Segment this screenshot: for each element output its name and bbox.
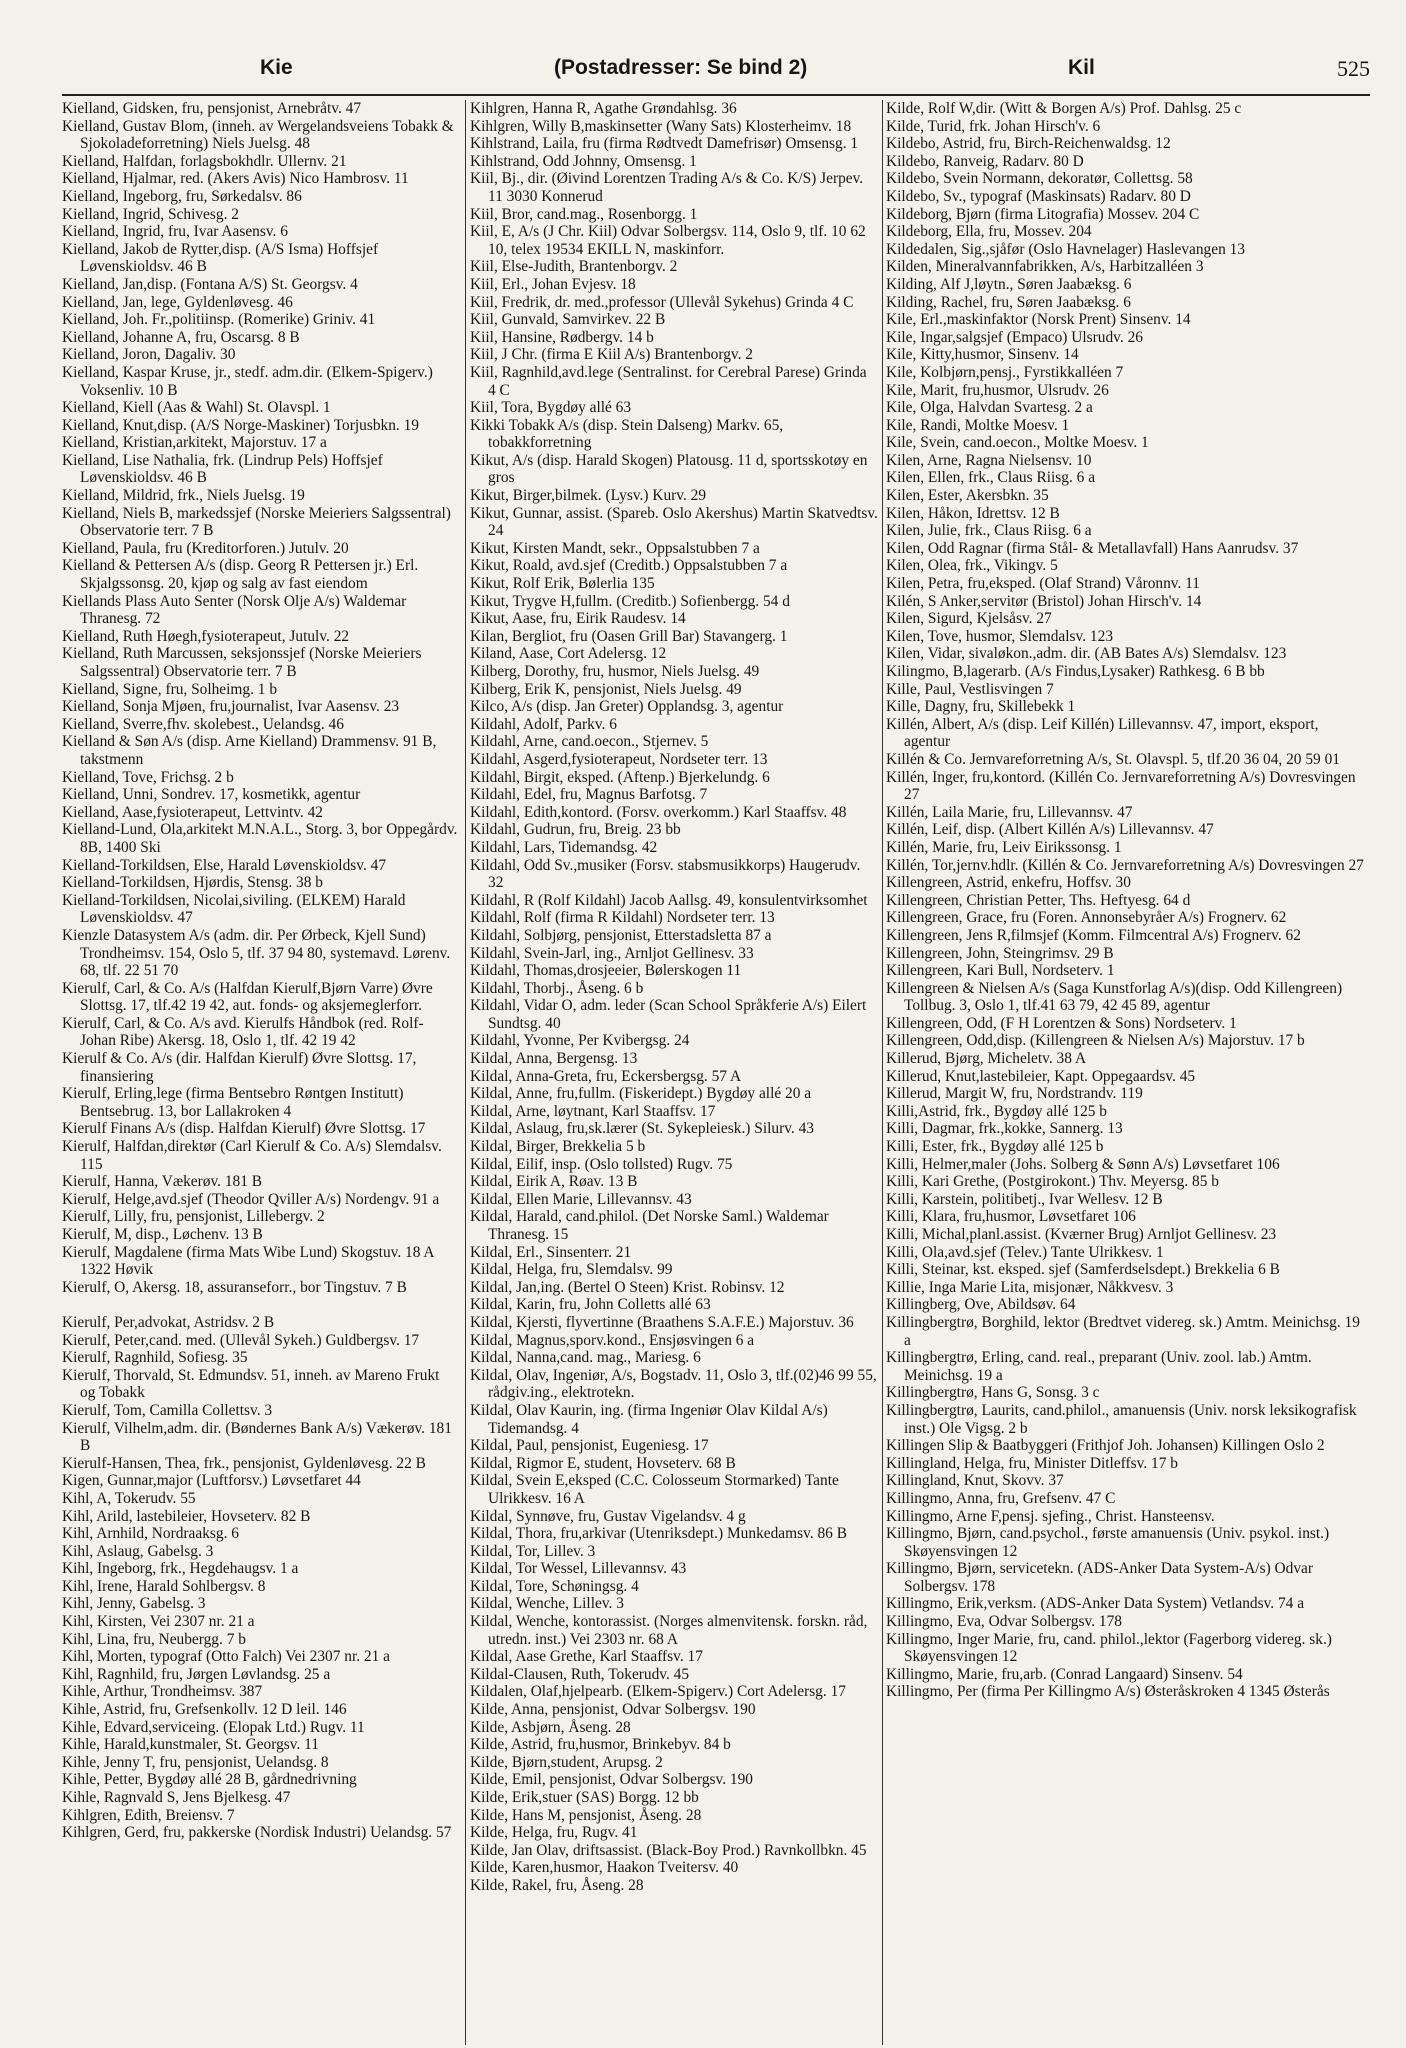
directory-entry: Killi, Steinar, kst. eksped. sjef (Samferdselsdept.) Brekkelia 6 B	[886, 1261, 1280, 1279]
directory-entry: Kielland, Jakob de Rytter,disp. (A/S Isma) Hoffsjef Løvenskioldsv. 46 B	[62, 240, 379, 276]
directory-entry: Kielland, Ingrid, Schivesg. 2	[62, 205, 239, 223]
directory-entry: Kielland, Hjalmar, red. (Akers Avis) Nico Hambrosv. 11	[62, 170, 409, 188]
directory-entry: Killerud, Bjørg, Micheletv. 38 A	[886, 1050, 1087, 1068]
directory-entry: Kildebo, Ranveig, Radarv. 80 D	[886, 152, 1084, 170]
directory-entry: Kildebo, Astrid, fru, Birch-Reichenwaldsg. 12	[886, 135, 1171, 153]
directory-entry: Kiland, Aase, Cort Adelersg. 12	[470, 645, 667, 663]
directory-entry: Kilen, Olea, frk., Vikingv. 5	[886, 557, 1058, 575]
directory-entry: Kielland, Jan, lege, Gyldenløvesg. 46	[62, 293, 293, 311]
directory-entry: Kilde, Rakel, fru, Åseng. 28	[470, 1876, 644, 1894]
directory-entry: Kierulf, Erling,lege (firma Bentsebro Røntgen Institutt) Bentsebrug. 13, bor Lallakroken 4	[62, 1085, 404, 1120]
directory-entry: Killerud, Knut,lastebileier, Kapt. Oppegaardsv. 45	[886, 1067, 1196, 1085]
directory-entry: Kihle, Arthur, Trondheimsv. 387	[62, 1683, 263, 1701]
directory-entry: Kiil, Bj., dir. (Øivind Lorentzen Trading A/s & Co. K/S) Jerpev. 11 3030 Konnerud	[470, 170, 864, 205]
directory-entry: Kielland-Torkildsen, Hjørdis, Stensg. 38 b	[62, 874, 323, 892]
directory-entry: Kile, Marit, fru,husmor, Ulsrudv. 26	[886, 381, 1109, 399]
directory-entry: Kile, Svein, cand.oecon., Moltke Moesv. 1	[886, 434, 1149, 452]
directory-entry: Killi, Dagmar, frk.,kokke, Sannerg. 13	[886, 1120, 1123, 1138]
directory-entry: Kielland, Joron, Dagaliv. 30	[62, 346, 236, 364]
directory-entry: Killengreen & Nielsen A/s (Saga Kunstforlag A/s)(disp. Odd Killengreen) Tollbug. 3, Oslo 1, tlf.41 63 79, 42 45 89, agentur	[886, 979, 1343, 1015]
directory-entry: Kildahl, Svein-Jarl, ing., Arnljot Gellinesv. 33	[470, 944, 754, 962]
directory-entry: Kiellands Plass Auto Senter (Norsk Olje A/s) Waldemar Thranesg. 72	[62, 592, 407, 628]
directory-entry: Kilen, Arne, Ragna Nielsensv. 10	[886, 451, 1092, 469]
directory-entry: Kierulf-Hansen, Thea, frk., pensjonist, Gyldenløvesg. 22 B	[62, 1454, 426, 1472]
directory-entry: Kihlgren, Edith, Breiensv. 7	[62, 1806, 235, 1824]
directory-entry: Kildal, Eilif, insp. (Oslo tollsted) Rugv. 75	[470, 1155, 733, 1173]
directory-entry: Killengreen, John, Steingrimsv. 29 B	[886, 944, 1114, 962]
directory-entry: Kildal, Wenche, Lillev. 3	[470, 1595, 624, 1613]
column-3	[886, 100, 1366, 2040]
directory-entry: Kildal, Birger, Brekkelia 5 b	[470, 1138, 646, 1156]
directory-entry: Kildal, Eirik A, Røav. 13 B	[470, 1173, 638, 1191]
directory-entry: Kielland, Kiell (Aas & Wahl) St. Olavspl. 1	[62, 399, 331, 417]
directory-entry: Kilberg, Dorothy, fru, husmor, Niels Juelsg. 49	[470, 663, 760, 680]
directory-entry: Kikut, Roald, avd.sjef (Creditb.) Oppsalstubben 7 a	[470, 557, 788, 575]
directory-entry: Kildal, Wenche, kontorassist. (Norges almenvitensk. forskn. råd, utredn. inst.) Vei 2303 nr. 68 A	[470, 1613, 868, 1648]
directory-entry: Kiil, Gunvald, Samvirkev. 22 B	[470, 311, 666, 329]
directory-entry: Kile, Kolbjørn,pensj., Fyrstikkalléen 7	[886, 363, 1124, 381]
directory-entry: Kikut, Gunnar, assist. (Spareb. Oslo Akershus) Martin Skatvedtsv. 24	[470, 504, 878, 540]
directory-entry: Kildal, Kjersti, flyvertinne (Braathens S.A.F.E.) Majorstuv. 36	[470, 1313, 854, 1331]
directory-entry: Kildahl, R (Rolf Kildahl) Jacob Aallsg. 49, konsulentvirksomhet	[470, 891, 868, 909]
directory-entry: Kielland, Halfdan, forlagsbokhdlr. Ullernv. 21	[62, 152, 347, 170]
directory-entry: Kierulf, Vilhelm,adm. dir. (Bøndernes Bank A/s) Vækerøv. 181 B	[62, 1419, 452, 1455]
directory-entry: Kildal, Tor Wessel, Lillevannsv. 43	[470, 1560, 687, 1578]
directory-entry: Kierulf, Hanna, Vækerøv. 181 B	[62, 1173, 263, 1191]
directory-entry: Kile, Erl.,maskinfaktor (Norsk Prent) Sinsenv. 14	[886, 311, 1191, 329]
directory-entry: Kille, Dagny, fru, Skillebekk 1	[886, 698, 1076, 716]
directory-entry: Killingmo, Anna, fru, Grefsenv. 47 C	[886, 1489, 1116, 1507]
directory-entry: Kierulf, M, disp., Løchenv. 13 B	[62, 1226, 263, 1243]
directory-entry: Kildal, Magnus,sporv.kond., Ensjøsvingen 6 a	[470, 1331, 755, 1349]
directory-entry: Kihlgren, Gerd, fru, pakkerske (Nordisk Industri) Uelandsg. 57	[62, 1824, 452, 1842]
directory-entry: Killingmo, Arne F,pensj. sjefing., Christ. Hansteensv.	[886, 1507, 1215, 1525]
directory-entry: Kielland, Lise Nathalia, frk. (Lindrup Pels) Hoffsjef Løvenskioldsv. 46 B	[62, 451, 383, 487]
directory-entry: Kierulf, Lilly, fru, pensjonist, Lillebergv. 2	[62, 1208, 325, 1226]
directory-entry: Kihle, Jenny T, fru, pensjonist, Uelandsg. 8	[62, 1753, 329, 1771]
directory-entry: Kihle, Astrid, fru, Grefsenkollv. 12 D leil. 146	[62, 1701, 347, 1719]
directory-entry: Kikut, Trygve H,fullm. (Creditb.) Sofienbergg. 54 d	[470, 592, 790, 610]
directory-entry: Kildal, Karin, fru, John Colletts allé 63	[470, 1296, 711, 1314]
directory-entry: Kilen, Petra, fru,eksped. (Olaf Strand) Våronnv. 11	[886, 575, 1200, 593]
directory-entry: Kielland, Kristian,arkitekt, Majorstuv. 17 a	[62, 434, 327, 452]
directory-entry: Kielland, Kaspar Kruse, jr., stedf. adm.dir. (Elkem-Spigerv.) Voksenliv. 10 B	[62, 363, 433, 399]
directory-entry: Kildal, Paul, pensjonist, Eugeniesg. 17	[470, 1437, 709, 1455]
directory-entry: Kielland, Paula, fru (Kreditorforen.) Jutulv. 20	[62, 539, 349, 557]
directory-entry: Kikut, A/s (disp. Harald Skogen) Platousg. 11 d, sportsskotøy en gros	[470, 451, 868, 487]
column-2	[470, 100, 878, 2040]
directory-entry: Kielland & Søn A/s (disp. Arne Kielland) Drammensv. 91 B, takstmenn	[62, 733, 437, 768]
directory-entry: Killingmo, Erik,verksm. (ADS-Anker Data System) Vetlandsv. 74 a	[886, 1595, 1305, 1613]
directory-entry: Kielland, Mildrid, frk., Niels Juelsg. 19	[62, 487, 305, 505]
directory-entry: Kikut, Aase, fru, Eirik Raudesv. 14	[470, 610, 686, 628]
directory-entry: Killi, Helmer,maler (Johs. Solberg & Sønn A/s) Løvsetfaret 106	[886, 1155, 1280, 1173]
directory-entry: Kilberg, Erik K, pensjonist, Niels Juelsg. 49	[470, 680, 742, 698]
page-number: 525	[1337, 56, 1370, 81]
directory-entry: Killingbergtrø, Borghild, lektor (Bredtvet videreg. sk.) Amtm. Meinichsg. 19 a	[886, 1313, 1360, 1349]
directory-entry: Killén & Co. Jernvareforretning A/s, St. Olavspl. 5, tlf.20 36 04, 20 59 01	[886, 750, 1340, 768]
directory-entry: Kile, Olga, Halvdan Svartesg. 2 a	[886, 399, 1093, 417]
directory-entry: Kihle, Harald,kunstmaler, St. Georgsv. 11	[62, 1736, 319, 1754]
right-guide-word: Kil	[1068, 56, 1095, 79]
directory-entry: Kildal, Aase Grethe, Karl Staaffsv. 17	[470, 1648, 703, 1666]
directory-entry: Killi, Klara, fru,husmor, Løvsetfaret 106	[886, 1208, 1136, 1226]
directory-entry: Kielland-Torkildsen, Nicolai,siviling. (ELKEM) Harald Løvenskioldsv. 47	[62, 891, 406, 927]
directory-entry: Kildal, Tor, Lillev. 3	[470, 1542, 596, 1560]
directory-entry: Kilding, Rachel, fru, Søren Jaabæksg. 6	[886, 293, 1131, 311]
directory-entry: Kigen, Gunnar,major (Luftforsv.) Løvsetfaret 44	[62, 1472, 361, 1490]
directory-entry: Killén, Marie, fru, Leiv Eirikssonsg. 1	[886, 838, 1122, 856]
directory-entry: Killingberg, Ove, Abildsøv. 64	[886, 1296, 1076, 1314]
directory-entry: Kildal, Tore, Schøningsg. 4	[470, 1577, 639, 1595]
directory-entry: Kiil, Tora, Bygdøy allé 63	[470, 399, 632, 417]
column-divider	[465, 100, 466, 2045]
directory-entry: Kielland, Jan,disp. (Fontana A/S) St. Georgsv. 4	[62, 275, 358, 293]
directory-entry: Kildal, Synnøve, fru, Gustav Vigelandsv. 4 g	[470, 1507, 746, 1525]
directory-entry: Kihl, Morten, typograf (Otto Falch) Vei 2307 nr. 21 a	[62, 1648, 390, 1666]
directory-entry: Kildahl, Asgerd,fysioterapeut, Nordseter terr. 13	[470, 750, 768, 768]
column-divider	[882, 100, 883, 2045]
directory-entry: Kildeborg, Bjørn (firma Litografia) Mossev. 204 C	[886, 205, 1200, 223]
directory-entry: Kildahl, Edel, fru, Magnus Barfotsg. 7	[470, 786, 708, 804]
directory-entry: Kierulf Finans A/s (disp. Halfdan Kierulf) Øvre Slottsg. 17	[62, 1120, 426, 1138]
directory-entry: Killén, Inger, fru,kontord. (Killén Co. Jernvareforretning A/s) Dovresvingen 27	[886, 768, 1356, 804]
directory-entry: Kielland, Signe, fru, Solheimg. 1 b	[62, 680, 278, 698]
directory-entry: Kihlstrand, Laila, fru (firma Rødtvedt Damefrisør) Omsensg. 1	[470, 135, 859, 153]
directory-entry: Kilen, Odd Ragnar (firma Stål- & Metallavfall) Hans Aanrudsv. 37	[886, 539, 1299, 557]
directory-entry: Kiil, Bror, cand.mag., Rosenborgg. 1	[470, 205, 698, 223]
directory-entry: Kierulf & Co. A/s (dir. Halfdan Kierulf) Øvre Slottsg. 17, finansiering	[62, 1050, 417, 1085]
directory-entry: Kildal, Arne, løytnant, Karl Staaffsv. 17	[470, 1102, 716, 1120]
directory-entry: Kile, Ingar,salgsjef (Empaco) Ulsrudv. 26	[886, 328, 1143, 346]
directory-entry: Kierulf, Tom, Camilla Collettsv. 3	[62, 1401, 273, 1419]
directory-entry: Kildalen, Olaf,hjelpearb. (Elkem-Spigerv.) Cort Adelersg. 17	[470, 1683, 846, 1701]
directory-entry: Kildahl, Birgit, eksped. (Aftenp.) Bjerkelundg. 6	[470, 768, 770, 786]
directory-entry: Kihl, Jenny, Gabelsg. 3	[62, 1595, 206, 1613]
directory-entry: Kihl, Ragnhild, fru, Jørgen Løvlandsg. 25 a	[62, 1665, 331, 1683]
directory-entry: Kielland, Unni, Sondrev. 17, kosmetikk, agentur	[62, 786, 361, 804]
column-1	[62, 100, 458, 2040]
directory-entry: Kildedalen, Sig.,sjåfør (Oslo Havnelager) Haslevangen 13	[886, 240, 1246, 258]
directory-entry: Killén, Albert, A/s (disp. Leif Killén) Lillevannsv. 47, import, eksport, agentur	[886, 715, 1319, 751]
directory-entry: Kielland, Johanne A, fru, Oscarsg. 8 B	[62, 328, 300, 346]
directory-entry: Killingbergtrø, Hans G, Sonsg. 3 c	[886, 1384, 1100, 1402]
directory-entry: Killingmo, Per (firma Per Killingmo A/s) Østeråskroken 4 1345 Østerås	[886, 1683, 1330, 1701]
directory-entry: Kildahl, Solbjørg, pensjonist, Etterstadsletta 87 a	[470, 926, 772, 944]
directory-entry: Kilde, Jan Olav, driftsassist. (Black-Boy Prod.) Ravnkollbkn. 45	[470, 1841, 867, 1859]
directory-entry: Kilde, Karen,husmor, Haakon Tveitersv. 40	[470, 1859, 739, 1877]
directory-entry: Killén, Leif, disp. (Albert Killén A/s) Lillevannsv. 47	[886, 821, 1214, 839]
directory-entry: Kilde, Erik,stuer (SAS) Borgg. 12 bb	[470, 1789, 699, 1806]
directory-entry: Kilde, Astrid, fru,husmor, Brinkebyv. 84 b	[470, 1736, 731, 1754]
directory-entry: Killingland, Helga, fru, Minister Ditleffsv. 17 b	[886, 1454, 1178, 1472]
directory-entry: Killengreen, Grace, fru (Foren. Annonsebyråer A/s) Frognerv. 62	[886, 909, 1287, 927]
directory-entry: Kildahl, Rolf (firma R Kildahl) Nordseter terr. 13	[470, 909, 775, 927]
directory-entry: Killingbergtrø, Laurits, cand.philol., amanuensis (Univ. norsk leksikografisk inst.) Ole Vigsg. 2 b	[886, 1401, 1357, 1437]
directory-entry: Kierulf, Carl, & Co. A/s avd. Kierulfs Håndbok (red. Rolf-Johan Ribe) Akersg. 18, Oslo 1, tlf. 42 19 42	[62, 1014, 424, 1050]
directory-entry: Kilen, Håkon, Idrettsv. 12 B	[886, 504, 1060, 522]
directory-entry: Killingmo, Eva, Odvar Solbergsv. 178	[886, 1613, 1122, 1631]
directory-entry: Kildal, Thora, fru,arkivar (Utenriksdept.) Munkedamsv. 86 B	[470, 1525, 847, 1543]
directory-entry: Kildal, Olav, Ingeniør, A/s, Bogstadv. 11, Oslo 3, tlf.(02)46 99 55, rådgiv.ing., elektrotekn.	[470, 1366, 877, 1402]
header-note: (Postadresser: Se bind 2)	[554, 56, 808, 79]
page-header	[62, 56, 1370, 90]
directory-entry: Kile, Randi, Moltke Moesv. 1	[886, 416, 1070, 434]
directory-entry: Killengreen, Jens R,filmsjef (Komm. Filmcentral A/s) Frognerv. 62	[886, 926, 1301, 944]
directory-entry: Killingbergtrø, Erling, cand. real., preparant (Univ. zool. lab.) Amtm. Meinichsg. 19 a	[886, 1349, 1312, 1384]
directory-entry: Kilingmo, B,lagerarb. (A/s Findus,Lysaker) Rathkesg. 6 B bb	[886, 663, 1265, 680]
directory-entry: Kildahl, Adolf, Parkv. 6	[470, 715, 617, 733]
directory-entry: Kildahl, Odd Sv.,musiker (Forsv. stabsmusikkorps) Haugerudv. 32	[470, 856, 861, 892]
directory-entry: Kiil, Hansine, Rødbergv. 14 b	[470, 328, 654, 346]
directory-entry: Kihlgren, Willy B,maskinsetter (Wany Sats) Klosterheimv. 18	[470, 117, 852, 135]
directory-entry: Kihl, Lina, fru, Neubergg. 7 b	[62, 1630, 246, 1648]
directory-entry: Kildal, Anne, fru,fullm. (Fiskeridept.) Bygdøy allé 20 a	[470, 1085, 812, 1103]
directory-entry: Kildebo, Sv., typograf (Maskinsats) Radarv. 80 D	[886, 187, 1191, 205]
directory-entry: Kilde, Anna, pensjonist, Odvar Solbergsv. 190	[470, 1701, 756, 1719]
directory-entry: Kihl, Ingeborg, frk., Hegdehaugsv. 1 a	[62, 1560, 299, 1578]
directory-entry: Killengreen, Odd,disp. (Killengreen & Nielsen A/s) Majorstuv. 17 b	[886, 1032, 1305, 1050]
directory-entry: Kielland, Gidsken, fru, pensjonist, Arnebråtv. 47	[62, 100, 362, 117]
directory-entry: Killingen Slip & Baatbyggeri (Frithjof Joh. Johansen) Killingen Oslo 2	[886, 1437, 1325, 1455]
directory-entry: Kildal-Clausen, Ruth, Tokerudv. 45	[470, 1665, 690, 1683]
directory-entry: Kildal, Anna-Greta, fru, Eckersbergsg. 57 A	[470, 1067, 742, 1085]
directory-entry: Killi, Karstein, politibetj., Ivar Wellesv. 12 B	[886, 1190, 1163, 1208]
directory-entry: Kiil, Erl., Johan Evjesv. 18	[470, 275, 636, 293]
directory-entry: Kildahl, Gudrun, fru, Breig. 23 bb	[470, 821, 681, 839]
directory-entry: Kiil, Ragnhild,avd.lege (Sentralinst. for Cerebral Parese) Grinda 4 C	[470, 363, 867, 399]
directory-entry: Kihl, Aslaug, Gabelsg. 3	[62, 1542, 214, 1560]
directory-entry: Kile, Kitty,husmor, Sinsenv. 14	[886, 346, 1079, 364]
directory-entry: Killengreen, Astrid, enkefru, Hoffsv. 30	[886, 874, 1131, 892]
directory-entry: Kihle, Petter, Bygdøy allé 28 B, gårdnedrivning	[62, 1771, 357, 1789]
directory-entry: Kiil, Else-Judith, Brantenborgv. 2	[470, 258, 678, 276]
directory-entry: Kierulf, Helge,avd.sjef (Theodor Qviller A/s) Nordengv. 91 a	[62, 1190, 440, 1208]
directory-entry: Kihl, A, Tokerudv. 55	[62, 1489, 196, 1507]
directory-entry: Killén, Laila Marie, fru, Lillevannsv. 47	[886, 803, 1133, 821]
directory-entry: Killi, Michal,planl.assist. (Kværner Brug) Arnljot Gellinesv. 23	[886, 1226, 1277, 1243]
directory-entry: Kierulf, Ragnhild, Sofiesg. 35	[62, 1349, 248, 1367]
directory-entry: Kildal, Svein E,eksped (C.C. Colosseum Stormarked) Tante Ulrikkesv. 16 A	[470, 1472, 839, 1507]
directory-entry: Kildal, Helga, fru, Slemdalsv. 99	[470, 1261, 673, 1279]
directory-entry: Kielland, Joh. Fr.,politiinsp. (Romerike) Griniv. 41	[62, 311, 376, 329]
directory-entry: Kilde, Hans M, pensjonist, Åseng. 28	[470, 1806, 702, 1824]
directory-entry: Kielland, Sonja Mjøen, fru,journalist, Ivar Aasensv. 23	[62, 698, 400, 716]
directory-entry: Killingmo, Inger Marie, fru, cand. philol.,lektor (Fagerborg videreg. sk.) Skøyensvingen 12	[886, 1630, 1332, 1666]
directory-entry: Killi, Ola,avd.sjef (Telev.) Tante Ulrikkesv. 1	[886, 1243, 1164, 1261]
directory-entry: Kielland, Knut,disp. (A/S Norge-Maskiner) Torjusbkn. 19	[62, 416, 420, 434]
directory-entry: Killerud, Margit W, fru, Nordstrandv. 119	[886, 1085, 1143, 1103]
directory-entry: Kierulf, Thorvald, St. Edmundsv. 51, inneh. av Mareno Frukt og Tobakk	[62, 1366, 440, 1402]
directory-entry: Kiil, E, A/s (J Chr. Kiil) Odvar Solbergsv. 114, Oslo 9, tlf. 10 62 10, telex 19534 EKILL N, maskinforr.	[470, 223, 866, 258]
directory-entry: Killi, Ester, frk., Bygdøy allé 125 b	[886, 1138, 1104, 1156]
directory-entry: Kildal, Erl., Sinsenterr. 21	[470, 1243, 632, 1261]
directory-entry: Kildahl, Edith,kontord. (Forsv. overkomm.) Karl Staaffsv. 48	[470, 803, 847, 821]
directory-entry: Killi, Kari Grethe, (Postgirokont.) Thv. Meyersg. 85 b	[886, 1173, 1219, 1191]
directory-entry: Kilde, Helga, fru, Rugv. 41	[470, 1824, 638, 1842]
directory-entry: Killie, Inga Marie Lita, misjonær, Nåkkvesv. 3	[886, 1278, 1174, 1296]
directory-entry: Kildal, Olav Kaurin, ing. (firma Ingeniør Olav Kildal A/s) Tidemandsg. 4	[470, 1401, 828, 1437]
directory-entry: Killengreen, Kari Bull, Nordseterv. 1	[886, 962, 1115, 980]
directory-entry: Kilde, Emil, pensjonist, Odvar Solbergsv. 190	[470, 1771, 753, 1789]
directory-entry: Kildahl, Thorbj., Åseng. 6 b	[470, 979, 644, 997]
directory-entry: Kikut, Rolf Erik, Bølerlia 135	[470, 575, 655, 593]
left-guide-word: Kie	[260, 56, 293, 79]
directory-entry: Kihlstrand, Odd Johnny, Omsensg. 1	[470, 152, 697, 170]
directory-entry: Kielland, Tove, Frichsg. 2 b	[62, 768, 234, 786]
directory-entry: Kilen, Ellen, frk., Claus Riisg. 6 a	[886, 469, 1096, 487]
directory-entry: Kilding, Alf J,løytn., Søren Jaabæksg. 6	[886, 275, 1132, 293]
directory-entry: Kildahl, Arne, cand.oecon., Stjernev. 5	[470, 733, 709, 751]
directory-entry: Kierulf, Halfdan,direktør (Carl Kierulf & Co. A/s) Slemdalsv. 115	[62, 1138, 442, 1173]
directory-entry: Kildahl, Thomas,drosjeeier, Bølerskogen 11	[470, 962, 742, 980]
directory-entry: Kilco, A/s (disp. Jan Greter) Opplandsg. 3, agentur	[470, 698, 784, 716]
directory-entry: Killi,Astrid, frk., Bygdøy allé 125 b	[886, 1102, 1108, 1120]
directory-entry: Kille, Paul, Vestlisvingen 7	[886, 680, 1054, 698]
directory-entry: Kildal, Harald, cand.philol. (Det Norske Saml.) Waldemar Thranesg. 15	[470, 1208, 829, 1243]
directory-entry: Killingmo, Marie, fru,arb. (Conrad Langaard) Sinsenv. 54	[886, 1665, 1243, 1683]
directory-entry: Kilden, Mineralvannfabrikken, A/s, Harbitzalléen 3	[886, 258, 1204, 276]
directory-entry: Kielland, Sverre,fhv. skolebest., Uelandsg. 46	[62, 715, 344, 733]
directory-entry: Kielland, Gustav Blom, (inneh. av Wergelandsveiens Tobakk & Sjokoladeforretning) Niels Juelsg. 48	[62, 117, 454, 153]
directory-entry: Kilen, Ester, Akersbkn. 35	[886, 487, 1049, 505]
directory-entry: Kilén, S Anker,servitør (Bristol) Johan Hirsch'v. 14	[886, 592, 1202, 610]
directory-entry: Kielland, Ingrid, fru, Ivar Aasensv. 6	[62, 223, 288, 241]
directory-entry: Kihl, Arnhild, Nordraaksg. 6	[62, 1525, 239, 1543]
directory-entry: Kildeborg, Ella, fru, Mossev. 204	[886, 223, 1092, 241]
directory-entry: Kihl, Arild, lastebileier, Hovseterv. 82 B	[62, 1507, 311, 1525]
directory-entry: Kildahl, Lars, Tidemandsg. 42	[470, 838, 658, 856]
directory-entry: Kihlgren, Hanna R, Agathe Grøndahlsg. 36	[470, 100, 737, 117]
directory-entry: Kiil, Fredrik, dr. med.,professor (Ullevål Sykehus) Grinda 4 C	[470, 293, 854, 311]
directory-entry: Kihl, Kirsten, Vei 2307 nr. 21 a	[62, 1613, 255, 1631]
directory-entry: Killingmo, Bjørn, servicetekn. (ADS-Anker Data System-A/s) Odvar Solbergsv. 178	[886, 1560, 1314, 1595]
directory-entry: Kielland, Aase,fysioterapeut, Lettvintv. 42	[62, 803, 324, 821]
directory-entry: Kienzle Datasystem A/s (adm. dir. Per Ørbeck, Kjell Sund) Trondheimsv. 154, Oslo 5, tlf. 37 94 80, systemavd. Lørenv. 68, tlf. 22 51 70	[62, 926, 451, 980]
directory-entry: Kildebo, Svein Normann, dekoratør, Collettsg. 58	[886, 170, 1193, 188]
directory-entry: Kildal, Rigmor E, student, Hovseterv. 68 B	[470, 1454, 736, 1472]
directory-entry: Kielland, Ruth Høegh,fysioterapeut, Jutulv. 22	[62, 627, 350, 645]
header-rule	[62, 94, 1370, 96]
directory-entry: Kiil, J Chr. (firma E Kiil A/s) Brantenborgv. 2	[470, 346, 753, 364]
directory-entry: Kilen, Julie, frk., Claus Riisg. 6 a	[886, 522, 1092, 540]
directory-entry: Kihl, Irene, Harald Sohlbergsv. 8	[62, 1577, 266, 1595]
directory-entry: Kildal, Jan,ing. (Bertel O Steen) Krist. Robinsv. 12	[470, 1278, 785, 1296]
directory-entry: Kihle, Ragnvald S, Jens Bjelkesg. 47	[62, 1789, 291, 1806]
directory-entry: Kielland & Pettersen A/s (disp. Georg R Pettersen jr.) Erl. Skjalgssonsg. 20, kjøp og salg av fast eiendom	[62, 557, 419, 593]
directory-entry	[62, 1296, 458, 1314]
directory-entry: Kilan, Bergliot, fru (Oasen Grill Bar) Stavangerg. 1	[470, 627, 788, 645]
directory-entry: Kildal, Anna, Bergensg. 13	[470, 1050, 638, 1068]
directory-entry: Kierulf, Per,advokat, Astridsv. 2 B	[62, 1313, 275, 1331]
directory-entry: Kikut, Kirsten Mandt, sekr., Oppsalstubben 7 a	[470, 539, 760, 557]
directory-entry: Kikut, Birger,bilmek. (Lysv.) Kurv. 29	[470, 487, 707, 505]
directory-entry: Kildahl, Vidar O, adm. leder (Scan School Språkferie A/s) Eilert Sundtsg. 40	[470, 997, 867, 1032]
directory-entry: Kilde, Asbjørn, Åseng. 28	[470, 1718, 631, 1736]
directory-entry: Kilen, Vidar, sivaløkon.,adm. dir. (AB Bates A/s) Slemdalsv. 123	[886, 645, 1287, 663]
directory-entry: Kikki Tobakk A/s (disp. Stein Dalseng) Markv. 65, tobakkforretning	[470, 416, 784, 452]
directory-entry: Kielland-Torkildsen, Else, Harald Løvenskioldsv. 47	[62, 856, 387, 874]
directory-entry: Kierulf, O, Akersg. 18, assuranseforr., bor Tingstuv. 7 B	[62, 1278, 407, 1296]
directory-entry: Killén, Tor,jernv.hdlr. (Killén & Co. Jernvareforretning A/s) Dovresvingen 27	[886, 856, 1364, 874]
directory-entry: Kihle, Edvard,serviceing. (Elopak Ltd.) Rugv. 11	[62, 1718, 365, 1736]
directory-entry: Kildal, Ellen Marie, Lillevannsv. 43	[470, 1190, 692, 1208]
directory-entry: Kielland, Ruth Marcussen, seksjonssjef (Norske Meieriers Salgssentral) Observatorie terr. 7 B	[62, 645, 422, 680]
directory-entry: Kielland, Niels B, markedssjef (Norske Meieriers Salgssentral) Observatorie terr. 7 B	[62, 504, 451, 540]
directory-entry: Killengreen, Christian Petter, Ths. Heftyesg. 64 d	[886, 891, 1191, 909]
directory-entry: Kildal, Aslaug, fru,sk.lærer (St. Sykepleiesk.) Silurv. 43	[470, 1120, 814, 1138]
directory-entry: Kildal, Nanna,cand. mag., Mariesg. 6	[470, 1349, 701, 1367]
directory-entry: Killingmo, Bjørn, cand.psychol., første amanuensis (Univ. psykol. inst.) Skøyensvingen 12	[886, 1525, 1330, 1560]
directory-entry: Killengreen, Odd, (F H Lorentzen & Sons) Nordseterv. 1	[886, 1014, 1237, 1032]
directory-entry: Kierulf, Peter,cand. med. (Ullevål Sykeh.) Guldbergsv. 17	[62, 1331, 420, 1349]
directory-entry: Kilde, Rolf W,dir. (Witt & Borgen A/s) Prof. Dahlsg. 25 c	[886, 100, 1242, 117]
directory-entry: Kilde, Turid, frk. Johan Hirsch'v. 6	[886, 117, 1101, 135]
directory-entry: Kielland, Ingeborg, fru, Sørkedalsv. 86	[62, 187, 302, 205]
directory-entry: Kierulf, Magdalene (firma Mats Wibe Lund) Skogstuv. 18 A 1322 Høvik	[62, 1243, 434, 1279]
directory-entry: Kielland-Lund, Ola,arkitekt M.N.A.L., Storg. 3, bor Oppegårdv. 8B, 1400 Ski	[62, 821, 458, 856]
directory-entry: Kilen, Sigurd, Kjelsåsv. 27	[886, 610, 1052, 628]
directory-entry: Kierulf, Carl, & Co. A/s (Halfdan Kierulf,Bjørn Varre) Øvre Slottsg. 17, tlf.42 19 42, aut. fonds- og aksjemeglerforr.	[62, 979, 433, 1015]
directory-entry: Kildahl, Yvonne, Per Kvibergsg. 24	[470, 1032, 690, 1050]
directory-entry: Kilen, Tove, husmor, Slemdalsv. 123	[886, 627, 1114, 645]
directory-entry: Killingland, Knut, Skovv. 37	[886, 1472, 1064, 1490]
directory-entry: Kilde, Bjørn,student, Arupsg. 2	[470, 1753, 663, 1771]
